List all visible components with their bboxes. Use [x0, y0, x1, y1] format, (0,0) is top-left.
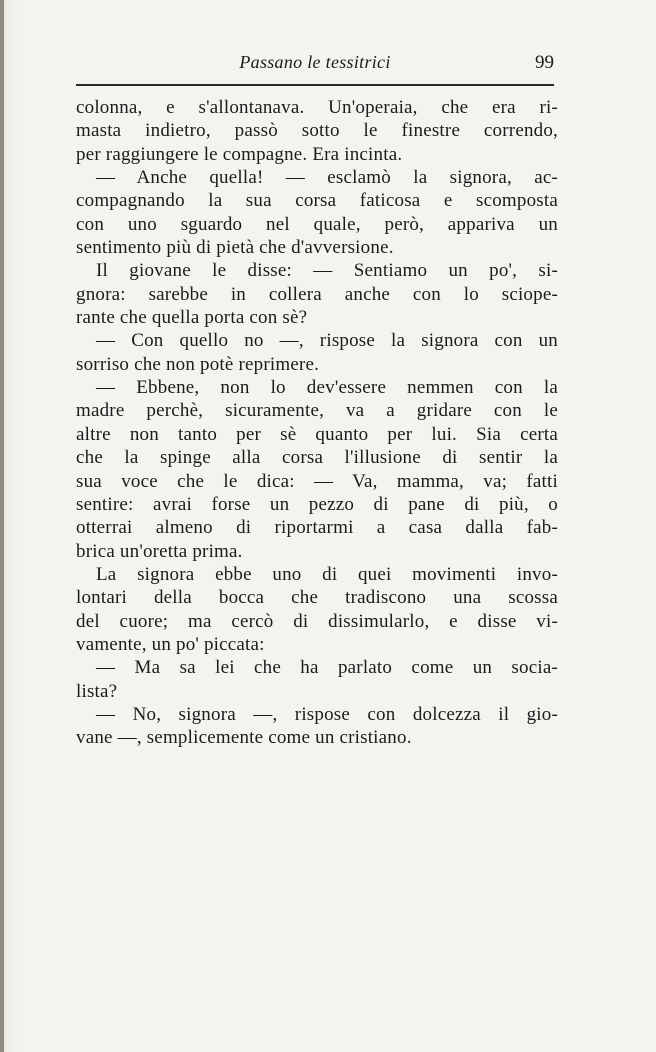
text-line: sua voce che le dica: — Va, mamma, va; fatti: [76, 470, 558, 492]
text-line: La signora ebbe uno di quei movimenti invo-: [96, 563, 558, 585]
text-line: madre perchè, sicuramente, va a gridare con le: [76, 400, 558, 422]
text-line: del cuore; ma cercò di dissimularlo, e disse vi-: [76, 610, 558, 632]
text-line: — Anche quella! — esclamò la signora, ac-: [96, 167, 558, 189]
text-line: colonna, e s'allontanava. Un'operaia, che era ri-: [76, 97, 558, 118]
text-line: che la spinge alla corsa l'illusione di sentir la: [76, 447, 558, 469]
text-line: altre non tanto per sè quanto per lui. Sia certa: [76, 423, 558, 445]
text-line: — No, signora —, rispose con dolcezza il gio-: [96, 703, 558, 725]
text-line: otterrai almeno di riportarmi a casa dalla fab-: [76, 517, 558, 539]
text-line: lista?: [76, 680, 118, 702]
body-text: [76, 96, 558, 750]
text-line: con uno sguardo nel quale, però, appariva un: [76, 213, 558, 235]
header-rule: [76, 84, 554, 86]
text-line: rante che quella porta con sè?: [76, 307, 308, 329]
text-line: compagnando la sua corsa faticosa e scomposta: [76, 190, 558, 212]
text-line: masta indietro, passò sotto le finestre correndo,: [76, 120, 558, 142]
text-line: vamente, un po' piccata:: [76, 633, 265, 655]
text-line: gnora: sarebbe in collera anche con lo sciope-: [76, 283, 558, 305]
text-line: — Con quello no —, rispose la signora con un: [96, 330, 558, 352]
text-line: brica un'oretta prima.: [76, 540, 243, 562]
text-line: vane —, semplicemente come un cristiano.: [76, 727, 412, 749]
page-header: [76, 52, 554, 82]
text-line: sentimento più di pietà che d'avversione.: [76, 237, 394, 259]
text-line: lontari della bocca che tradiscono una scossa: [76, 587, 558, 609]
text-line: Il giovane le disse: — Sentiamo un po', si-: [96, 260, 558, 282]
text-line: — Ma sa lei che ha parlato come un socia-: [96, 657, 558, 679]
text-line: sentire: avrai forse un pezzo di pane di più, o: [76, 493, 558, 515]
page-number: 99: [535, 52, 554, 73]
running-title: Passano le tessitrici: [239, 52, 391, 72]
text-line: sorriso che non potè reprimere.: [76, 353, 320, 375]
text-line: — Ebbene, non lo dev'essere nemmen con la: [96, 377, 558, 399]
text-line: per raggiungere le compagne. Era incinta.: [76, 143, 403, 165]
page-spine-shadow: [0, 0, 4, 1052]
